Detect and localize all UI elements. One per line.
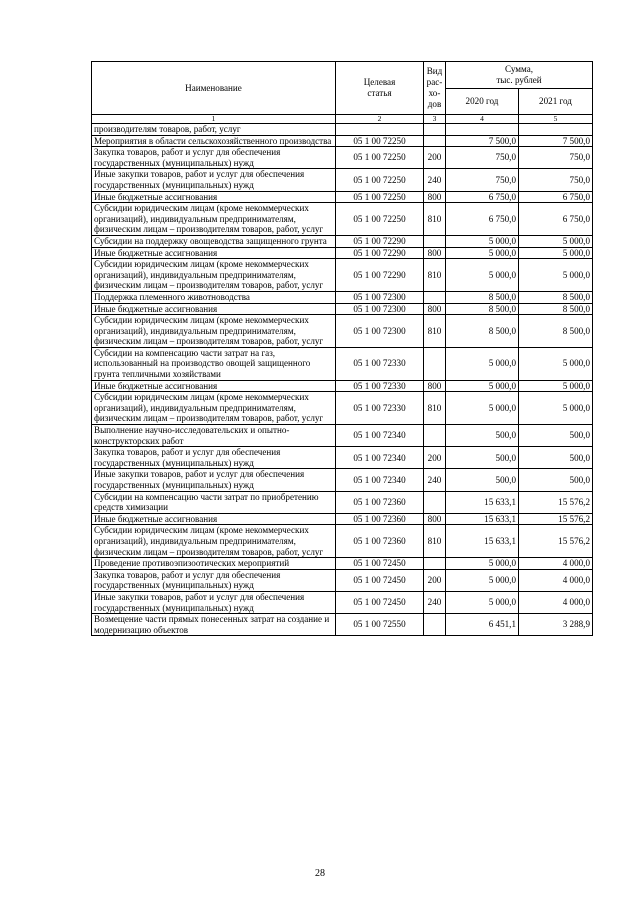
table-row bbox=[92, 259, 593, 292]
header-expense-type bbox=[424, 62, 446, 115]
page-number: 28 bbox=[315, 868, 325, 879]
row-amount-2021-cell: 8 500,0 bbox=[519, 303, 593, 315]
row-expense-type-cell: 810 bbox=[424, 203, 446, 236]
row-target-article-cell: 05 1 00 72330 bbox=[336, 380, 424, 392]
row-name-cell: Иные бюджетные ассигнования bbox=[92, 380, 336, 392]
table-row bbox=[92, 169, 593, 191]
row-amount-2021-cell: 15 576,2 bbox=[519, 525, 593, 558]
table-row bbox=[92, 525, 593, 558]
row-amount-2021-cell: 500,0 bbox=[519, 469, 593, 491]
row-amount-2020-cell: 15 633,1 bbox=[446, 525, 519, 558]
row-expense-type-cell bbox=[424, 558, 446, 570]
table-row bbox=[92, 303, 593, 315]
row-amount-2020-cell: 5 000,0 bbox=[446, 235, 519, 247]
row-amount-2020-cell: 500,0 bbox=[446, 469, 519, 491]
row-amount-2020-cell: 5 000,0 bbox=[446, 392, 519, 425]
header-target-article-line2: статья bbox=[367, 88, 392, 98]
header-name: Наименование bbox=[92, 62, 336, 115]
row-expense-type-cell: 240 bbox=[424, 169, 446, 191]
budget-table bbox=[91, 61, 593, 636]
column-number-5: 5 bbox=[519, 115, 593, 124]
row-target-article-cell: 05 1 00 72360 bbox=[336, 491, 424, 513]
row-amount-2020-cell: 7 500,0 bbox=[446, 135, 519, 147]
row-target-article-cell: 05 1 00 72360 bbox=[336, 513, 424, 525]
row-target-article-cell: 05 1 00 72340 bbox=[336, 469, 424, 491]
row-expense-type-cell bbox=[424, 235, 446, 247]
row-expense-type-cell: 800 bbox=[424, 191, 446, 203]
header-sum-line2: тыс. рублей bbox=[496, 75, 542, 85]
header-expense-type-line2: рас- bbox=[426, 77, 443, 87]
row-amount-2020-cell: 15 633,1 bbox=[446, 513, 519, 525]
row-expense-type-cell: 200 bbox=[424, 569, 446, 591]
row-expense-type-cell bbox=[424, 425, 446, 447]
table-row bbox=[92, 558, 593, 570]
row-amount-2021-cell: 5 000,0 bbox=[519, 247, 593, 259]
row-target-article-cell: 05 1 00 72450 bbox=[336, 558, 424, 570]
row-expense-type-cell bbox=[424, 347, 446, 380]
row-expense-type-cell: 810 bbox=[424, 525, 446, 558]
row-amount-2021-cell: 6 750,0 bbox=[519, 203, 593, 236]
row-name-cell: Субсидии на компенсацию части затрат по приобретению средств химизации bbox=[92, 491, 336, 513]
table-row bbox=[92, 315, 593, 348]
row-name-cell: Субсидии на компенсацию части затрат на газ, использованный на производство овощей защищенного грунта тепличными хозяйствами bbox=[92, 347, 336, 380]
table-row bbox=[92, 392, 593, 425]
row-expense-type-cell: 800 bbox=[424, 247, 446, 259]
header-year-2021: 2021 год bbox=[519, 89, 593, 115]
row-expense-type-cell: 810 bbox=[424, 259, 446, 292]
row-target-article-cell: 05 1 00 72450 bbox=[336, 569, 424, 591]
row-amount-2021-cell: 4 000,0 bbox=[519, 569, 593, 591]
row-amount-2021-cell: 5 000,0 bbox=[519, 392, 593, 425]
table-row bbox=[92, 380, 593, 392]
row-expense-type-cell: 240 bbox=[424, 591, 446, 613]
row-name-cell: Выполнение научно-исследовательских и опытно-конструкторских работ bbox=[92, 425, 336, 447]
row-amount-2021-cell: 5 000,0 bbox=[519, 259, 593, 292]
row-amount-2021-cell: 5 000,0 bbox=[519, 380, 593, 392]
table-row bbox=[92, 135, 593, 147]
row-expense-type-cell bbox=[424, 614, 446, 636]
row-amount-2020-cell: 5 000,0 bbox=[446, 259, 519, 292]
row-expense-type-cell: 810 bbox=[424, 315, 446, 348]
row-expense-type-cell: 800 bbox=[424, 513, 446, 525]
row-target-article-cell: 05 1 00 72250 bbox=[336, 147, 424, 169]
row-target-article-cell: 05 1 00 72250 bbox=[336, 169, 424, 191]
row-amount-2021-cell: 500,0 bbox=[519, 447, 593, 469]
row-amount-2020-cell: 5 000,0 bbox=[446, 569, 519, 591]
table-body bbox=[92, 124, 593, 636]
header-expense-type-line1: Вид bbox=[426, 66, 443, 76]
header-year-2020: 2020 год bbox=[446, 89, 519, 115]
header-target-article bbox=[336, 62, 424, 115]
row-name-cell: Закупка товаров, работ и услуг для обеспечения государственных (муниципальных) нужд bbox=[92, 147, 336, 169]
row-target-article-cell: 05 1 00 72330 bbox=[336, 392, 424, 425]
header-sum bbox=[446, 62, 593, 89]
row-amount-2020-cell: 5 000,0 bbox=[446, 558, 519, 570]
table-row bbox=[92, 447, 593, 469]
row-target-article-cell: 05 1 00 72300 bbox=[336, 291, 424, 303]
row-amount-2020-cell: 6 750,0 bbox=[446, 203, 519, 236]
row-target-article-cell: 05 1 00 72250 bbox=[336, 203, 424, 236]
row-name-cell: Субсидии юридическим лицам (кроме некоммерческих организаций), индивидуальным предпринимателям, физическим лицам – производителям товаров, работ, услуг bbox=[92, 315, 336, 348]
row-amount-2021-cell: 8 500,0 bbox=[519, 291, 593, 303]
row-expense-type-cell: 800 bbox=[424, 380, 446, 392]
table-row bbox=[92, 425, 593, 447]
table-header bbox=[92, 62, 593, 124]
row-name-cell: Субсидии юридическим лицам (кроме некоммерческих организаций), индивидуальным предпринимателям, физическим лицам – производителям товаров, работ, услуг bbox=[92, 259, 336, 292]
row-target-article-cell: 05 1 00 72550 bbox=[336, 614, 424, 636]
row-name-cell: Иные бюджетные ассигнования bbox=[92, 303, 336, 315]
row-expense-type-cell: 200 bbox=[424, 447, 446, 469]
header-expense-type-line3: хо- bbox=[428, 88, 441, 98]
row-amount-2021-cell: 15 576,2 bbox=[519, 491, 593, 513]
row-target-article-cell: 05 1 00 72450 bbox=[336, 591, 424, 613]
row-amount-2021-cell: 15 576,2 bbox=[519, 513, 593, 525]
column-number-4: 4 bbox=[446, 115, 519, 124]
row-amount-2021-cell: 750,0 bbox=[519, 169, 593, 191]
row-name-cell: Мероприятия в области сельскохозяйственного производства bbox=[92, 135, 336, 147]
row-amount-2021-cell: 5 000,0 bbox=[519, 347, 593, 380]
row-name-cell: Субсидии юридическим лицам (кроме некоммерческих организаций), индивидуальным предпринимателям, физическим лицам – производителям товаров, работ, услуг bbox=[92, 203, 336, 236]
row-amount-2021-cell: 500,0 bbox=[519, 425, 593, 447]
row-amount-2021-cell: 7 500,0 bbox=[519, 135, 593, 147]
row-target-article-cell: 05 1 00 72250 bbox=[336, 191, 424, 203]
row-target-article-cell: 05 1 00 72300 bbox=[336, 303, 424, 315]
row-name-cell: Закупка товаров, работ и услуг для обеспечения государственных (муниципальных) нужд bbox=[92, 447, 336, 469]
row-name-cell: Субсидии юридическим лицам (кроме некоммерческих организаций), индивидуальным предпринимателям, физическим лицам – производителям товаров, работ, услуг bbox=[92, 525, 336, 558]
column-number-3: 3 bbox=[424, 115, 446, 124]
row-expense-type-cell: 810 bbox=[424, 392, 446, 425]
row-target-article-cell: 05 1 00 72360 bbox=[336, 525, 424, 558]
row-amount-2020-cell: 5 000,0 bbox=[446, 247, 519, 259]
column-number-row bbox=[92, 115, 593, 124]
row-name-cell: Иные бюджетные ассигнования bbox=[92, 247, 336, 259]
row-target-article-cell: 05 1 00 72290 bbox=[336, 247, 424, 259]
row-name-cell: Проведение противоэпизоотических мероприятий bbox=[92, 558, 336, 570]
row-target-article-cell: 05 1 00 72340 bbox=[336, 425, 424, 447]
row-name-cell: Субсидии на поддержку овощеводства защищенного грунта bbox=[92, 235, 336, 247]
table-row bbox=[92, 191, 593, 203]
row-amount-2020-cell: 8 500,0 bbox=[446, 315, 519, 348]
row-name-cell: Иные закупки товаров, работ и услуг для обеспечения государственных (муниципальных) нужд bbox=[92, 591, 336, 613]
row-amount-2020-cell: 8 500,0 bbox=[446, 303, 519, 315]
row-name-cell: Субсидии юридическим лицам (кроме некоммерческих организаций), индивидуальным предпринимателям, физическим лицам – производителям товаров, работ, услуг bbox=[92, 392, 336, 425]
row-amount-2020-cell: 8 500,0 bbox=[446, 291, 519, 303]
row-expense-type-cell: 800 bbox=[424, 303, 446, 315]
row-target-article-cell bbox=[336, 124, 424, 136]
row-amount-2020-cell: 750,0 bbox=[446, 169, 519, 191]
row-target-article-cell: 05 1 00 72250 bbox=[336, 135, 424, 147]
row-amount-2020-cell bbox=[446, 124, 519, 136]
row-expense-type-cell bbox=[424, 291, 446, 303]
row-amount-2021-cell: 8 500,0 bbox=[519, 315, 593, 348]
row-expense-type-cell bbox=[424, 491, 446, 513]
row-expense-type-cell bbox=[424, 124, 446, 136]
row-target-article-cell: 05 1 00 72340 bbox=[336, 447, 424, 469]
table-row bbox=[92, 291, 593, 303]
row-expense-type-cell bbox=[424, 135, 446, 147]
table-row bbox=[92, 491, 593, 513]
row-name-cell: Возмещение части прямых понесенных затрат на создание и модернизацию объектов bbox=[92, 614, 336, 636]
table-row bbox=[92, 591, 593, 613]
row-amount-2021-cell: 4 000,0 bbox=[519, 558, 593, 570]
table-row bbox=[92, 513, 593, 525]
row-amount-2021-cell bbox=[519, 124, 593, 136]
row-target-article-cell: 05 1 00 72290 bbox=[336, 259, 424, 292]
table-row bbox=[92, 347, 593, 380]
table-row bbox=[92, 203, 593, 236]
table-row bbox=[92, 124, 593, 136]
header-expense-type-line4: дов bbox=[427, 99, 442, 109]
table-row bbox=[92, 614, 593, 636]
row-expense-type-cell: 240 bbox=[424, 469, 446, 491]
row-name-cell: Иные закупки товаров, работ и услуг для обеспечения государственных (муниципальных) нужд bbox=[92, 469, 336, 491]
table-row bbox=[92, 569, 593, 591]
row-amount-2021-cell: 3 288,9 bbox=[519, 614, 593, 636]
table-row bbox=[92, 235, 593, 247]
row-amount-2020-cell: 500,0 bbox=[446, 447, 519, 469]
row-target-article-cell: 05 1 00 72290 bbox=[336, 235, 424, 247]
row-name-cell: Иные бюджетные ассигнования bbox=[92, 513, 336, 525]
row-amount-2020-cell: 5 000,0 bbox=[446, 591, 519, 613]
row-amount-2020-cell: 6 451,1 bbox=[446, 614, 519, 636]
table-row bbox=[92, 247, 593, 259]
header-target-article-line1: Целевая bbox=[363, 77, 396, 88]
table-row bbox=[92, 469, 593, 491]
row-name-cell: Поддержка племенного животноводства bbox=[92, 291, 336, 303]
row-name-cell: Иные бюджетные ассигнования bbox=[92, 191, 336, 203]
row-amount-2020-cell: 5 000,0 bbox=[446, 347, 519, 380]
row-name-cell: Иные закупки товаров, работ и услуг для обеспечения государственных (муниципальных) нужд bbox=[92, 169, 336, 191]
row-amount-2020-cell: 15 633,1 bbox=[446, 491, 519, 513]
row-target-article-cell: 05 1 00 72300 bbox=[336, 315, 424, 348]
table-row bbox=[92, 147, 593, 169]
column-number-1: 1 bbox=[92, 115, 336, 124]
row-amount-2021-cell: 4 000,0 bbox=[519, 591, 593, 613]
column-number-2: 2 bbox=[336, 115, 424, 124]
row-amount-2020-cell: 750,0 bbox=[446, 147, 519, 169]
row-target-article-cell: 05 1 00 72330 bbox=[336, 347, 424, 380]
row-amount-2020-cell: 5 000,0 bbox=[446, 380, 519, 392]
row-name-cell: производителям товаров, работ, услуг bbox=[92, 124, 336, 136]
row-amount-2020-cell: 6 750,0 bbox=[446, 191, 519, 203]
header-sum-line1: Сумма, bbox=[504, 64, 534, 74]
row-amount-2021-cell: 750,0 bbox=[519, 147, 593, 169]
row-amount-2021-cell: 6 750,0 bbox=[519, 191, 593, 203]
row-expense-type-cell: 200 bbox=[424, 147, 446, 169]
row-amount-2021-cell: 5 000,0 bbox=[519, 235, 593, 247]
row-name-cell: Закупка товаров, работ и услуг для обеспечения государственных (муниципальных) нужд bbox=[92, 569, 336, 591]
row-amount-2020-cell: 500,0 bbox=[446, 425, 519, 447]
